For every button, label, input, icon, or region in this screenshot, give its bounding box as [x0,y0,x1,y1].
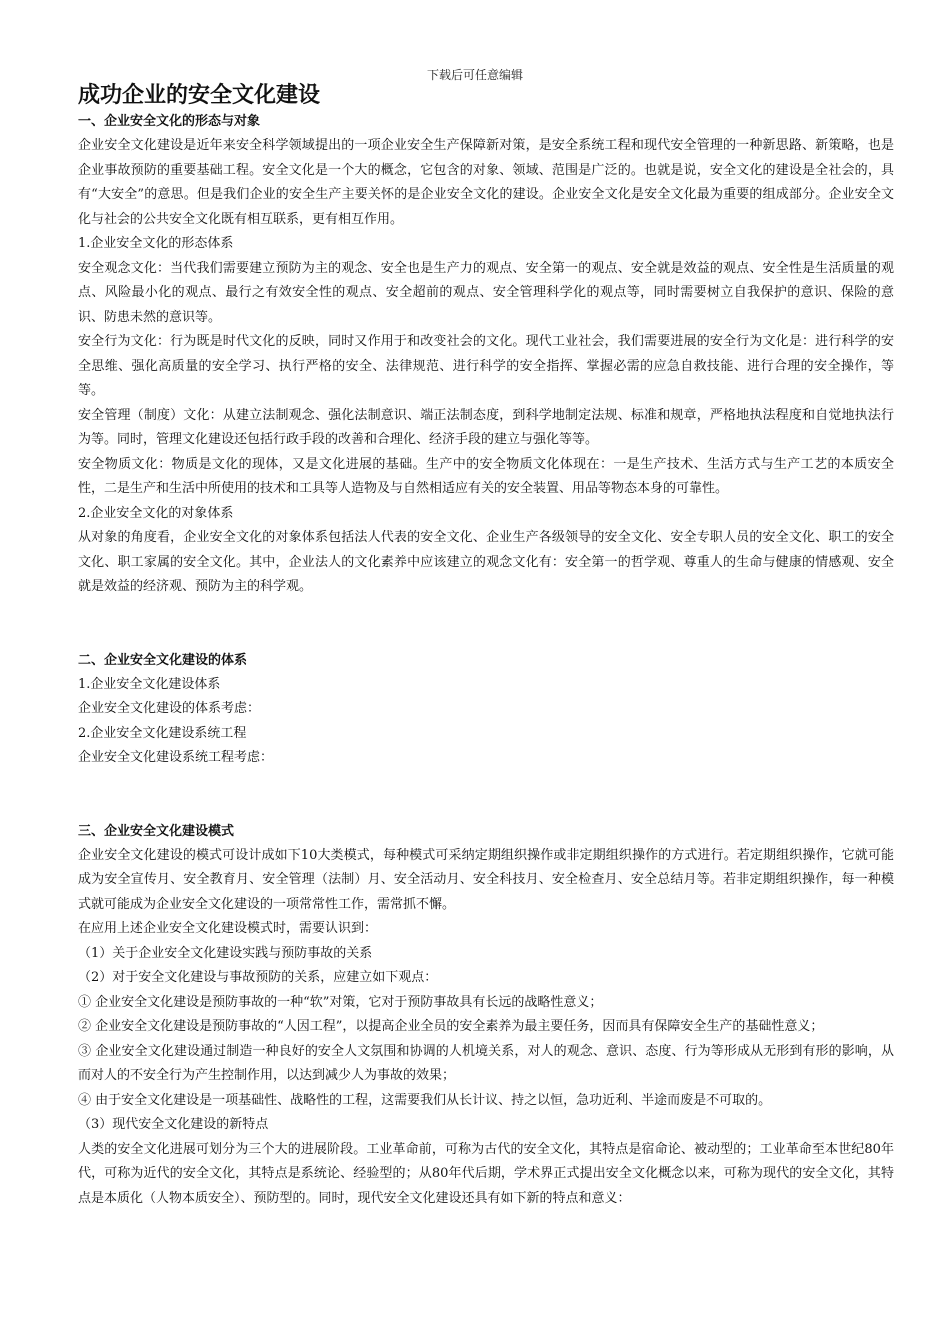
list-item: ④ 由于安全文化建设是一项基础性、战略性的工程，这需要我们从长计议、持之以恒，急功近利、半途而废是不可取的。 [78,1092,772,1108]
paragraph: 企业安全文化建设的模式可设计成如下10大类模式，每种模式可采纳定期组织操作或非定期组织操作的方式进行。若定期组织操作，它就可能成为安全宣传月、安全教育月、安全管理（法制）月、安全活动月、安全科技月、安全检查月、安全总结月等。若非定期组织操作，每一种模式就可能成为企业安全文化建设的一项常常性工作，需常抓不懈。 [78,847,894,912]
subheading: 1.企业安全文化建设体系 [78,676,221,692]
paragraph: 企业安全文化建设的体系考虑： [78,701,261,716]
section-3 [78,820,894,1212]
section-3-heading: 三、企业安全文化建设模式 [78,823,235,839]
subheading: 1.企业安全文化的形态体系 [78,236,234,251]
list-item: （1）关于企业安全文化建设实践与预防事故的关系 [78,945,373,961]
header-note: 下载后可任意编辑 [426,68,523,82]
section-2-heading: 二、企业安全文化建设的体系 [78,652,248,668]
paragraph: 企业安全文化建设系统工程考虑： [78,750,274,765]
paragraph: 企业安全文化建设是近年来安全科学领域提出的一项企业安全生产保障新对策，是安全系统工程和现代安全管理的一种新思路、新策略，也是企业事故预防的重要基础工程。安全文化是一个大的概念，它包含的对象、领域、范围是广泛的。也就是说，安全文化的建设是全社会的，具有“大安全”的意思。但是我们企业的安全生产主要关怀的是企业安全文化的建设。企业安全文化是安全文化最为重要的组成部分。企业安全文化与社会的公共安全文化既有相互联系，更有相互作用。 [78,138,894,227]
paragraph: 在应用上述企业安全文化建设模式时，需要认识到： [78,921,378,936]
paragraph: 安全管理（制度）文化：从建立法制观念、强化法制意识、端正法制态度，到科学地制定法规、标准和规章，严格地执法程度和自觉地执法行为等。同时，管理文化建设还包括行政手段的改善和合理化、经济手段的建立与强化等等。 [78,407,894,447]
paragraph: 安全行为文化：行为既是时代文化的反映，同时又作用于和改变社会的文化。现代工业社会，我们需要进展的安全行为文化是：进行科学的安全思维、强化高质量的安全学习、执行严格的安全、法律规范、进行科学的安全指挥、掌握必需的应急自救技能、进行合理的安全操作，等等。 [78,334,894,398]
subheading: 2.企业安全文化的对象体系 [78,505,234,521]
list-item: ③ 企业安全文化建设通过制造一种良好的安全人文氛围和协调的人机境关系，对人的观念、意识、态度、行为等形成从无形到有形的影响，从而对人的不安全行为产生控制作用，以达到减少人为事故的效果； [78,1043,894,1083]
spacer [78,600,894,649]
section-1-heading: 一、企业安全文化的形态与对象 [78,114,261,129]
page-title: 成功企业的安全文化建设 [78,83,321,108]
subheading: 2.企业安全文化建设系统工程 [78,725,247,741]
paragraph: 从对象的角度看，企业安全文化的对象体系包括法人代表的安全文化、企业生产各级领导的安全文化、安全专职人员的安全文化、职工的安全文化、职工家属的安全文化。其中，企业法人的文化素养中应该建立的观念文化有：安全第一的哲学观、尊重人的生命与健康的情感观、安全就是效益的经济观、预防为主的科学观。 [78,530,894,594]
list-item: （2）对于安全文化建设与事故预防的关系，应建立如下观点： [78,970,438,985]
section-1 [78,110,894,600]
list-item: （3）现代安全文化建设的新特点 [78,1117,269,1132]
spacer [78,771,894,820]
paragraph: 安全观念文化：当代我们需要建立预防为主的观念、安全也是生产力的观点、安全第一的观点、安全就是效益的观点、安全性是生活质量的观点、风险最小化的观点、最行之有效安全性的观点、安全超前的观点、安全管理科学化的观点等，同时需要树立自我保护的意识、保险的意识、防患未然的意识等。 [78,260,894,325]
paragraph: 安全物质文化：物质是文化的现体，又是文化进展的基础。生产中的安全物质文化体现在：一是生产技术、生活方式与生产工艺的本质安全性，二是生产和生活中所使用的技术和工具等人造物及与自然相适应有关的安全装置、用品等物态本身的可靠性。 [78,456,894,496]
list-item: ② 企业安全文化建设是预防事故的“人因工程”，以提高企业全员的安全素养为最主要任务，因而具有保障安全生产的基础性意义； [78,1019,824,1034]
paragraph: 人类的安全文化进展可划分为三个大的进展阶段。工业革命前，可称为古代的安全文化，其特点是宿命论、被动型的；工业革命至本世纪80年代，可称为近代的安全文化，其特点是系统论、经验型的；从80年代后期，学术界正式提出安全文化概念以来，可称为现代的安全文化，其特点是本质化（人物本质安全）、预防型的。同时，现代安全文化建设还具有如下新的特点和意义： [78,1141,894,1206]
document-body [78,82,894,1211]
list-item: ① 企业安全文化建设是预防事故的一种“软”对策，它对于预防事故具有长远的战略性意义； [78,994,603,1010]
section-2 [78,649,894,771]
